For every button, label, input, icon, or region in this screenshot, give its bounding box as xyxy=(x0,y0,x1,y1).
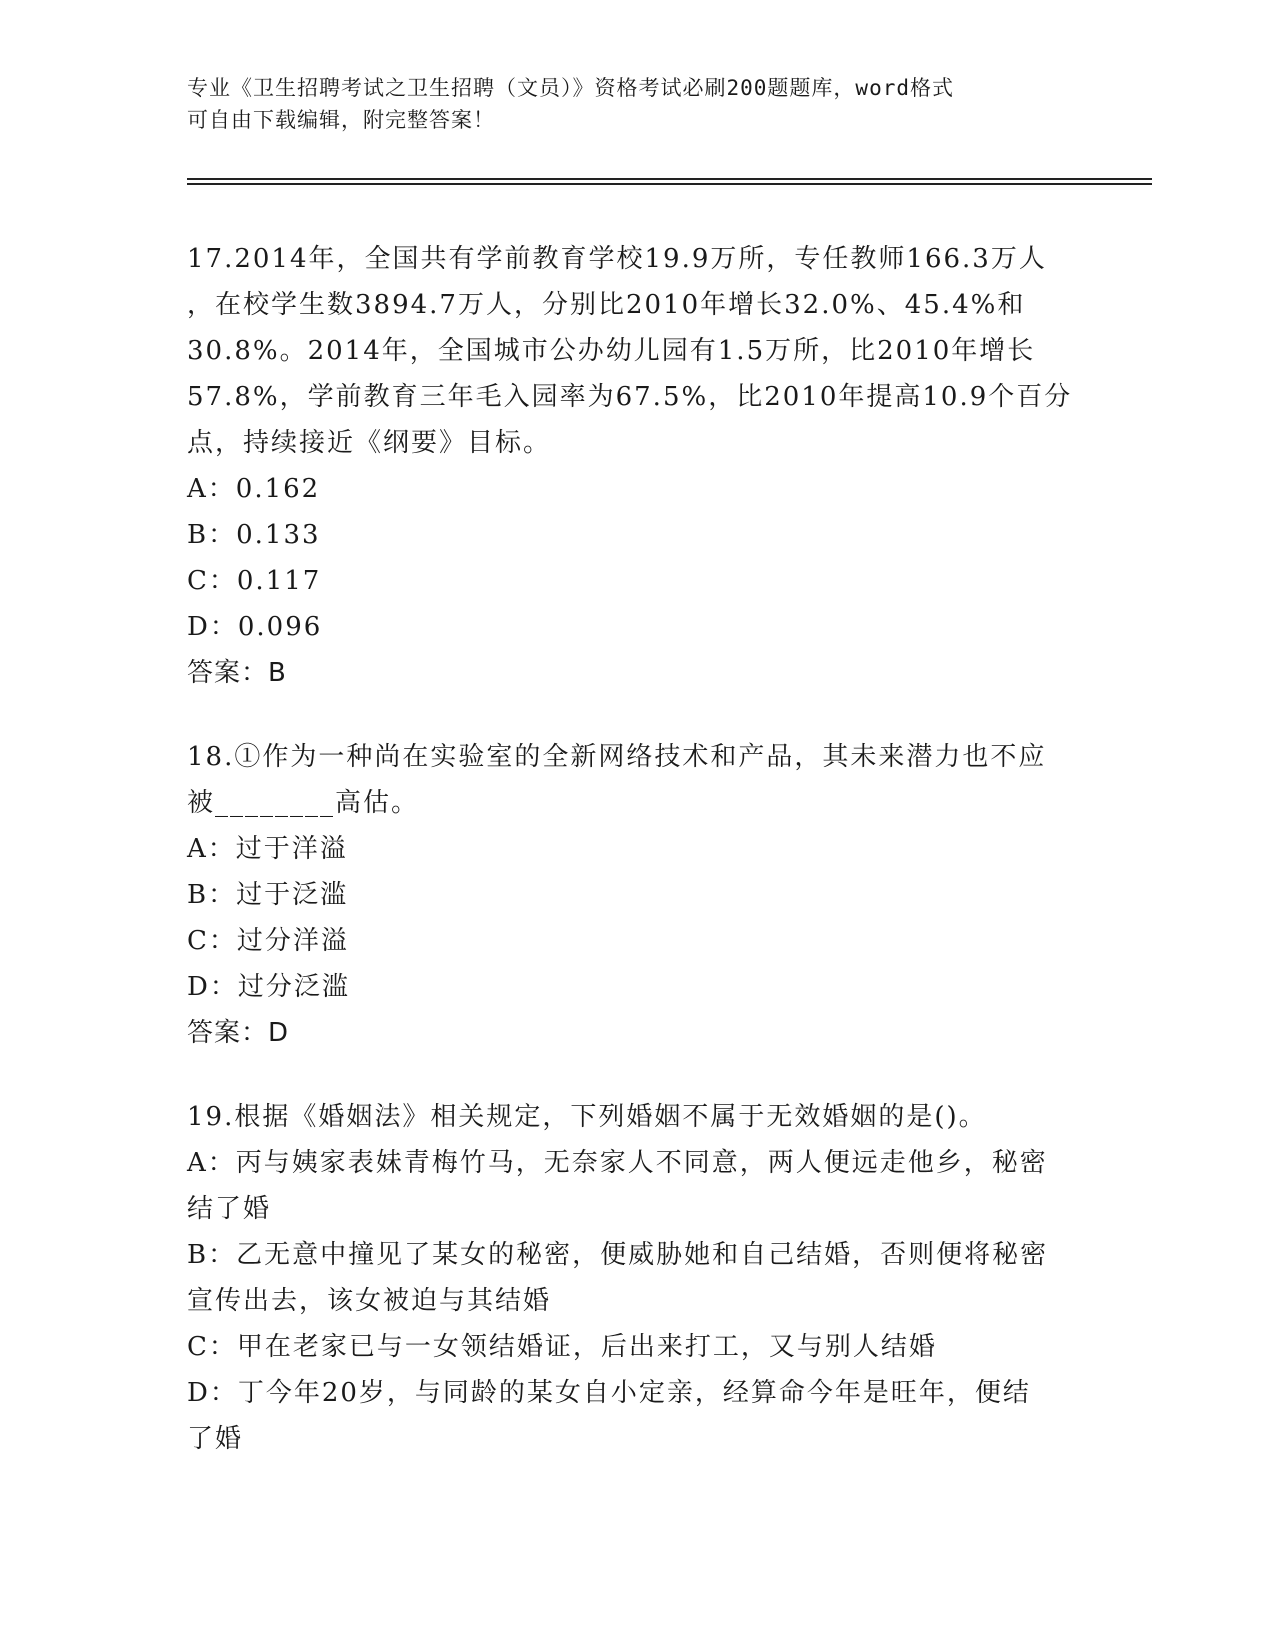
document-header xyxy=(187,72,1067,136)
option-b: B：乙无意中撞见了某女的秘密，便威胁她和自己结婚，否则便将秘密 xyxy=(187,1240,1049,1270)
question-text: 17.2014年，全国共有学前教育学校19.9万所，专任教师166.3万人 xyxy=(187,244,1047,274)
option-d: D：丁今年20岁，与同龄的某女自小定亲，经算命今年是旺年，便结 xyxy=(187,1378,1031,1408)
question-17 xyxy=(187,236,1087,696)
question-19 xyxy=(187,1094,1087,1462)
question-text: 被________高估。 xyxy=(187,788,420,818)
answer-label: 答案：D xyxy=(187,1018,290,1048)
question-text: 点，持续接近《纲要》目标。 xyxy=(187,428,552,458)
option-a: A：过于洋溢 xyxy=(187,834,348,864)
option-a: A：丙与姨家表妹青梅竹马，无奈家人不同意，两人便远走他乡，秘密 xyxy=(187,1148,1048,1178)
answer-label: 答案：B xyxy=(187,658,287,688)
header-line: 可自由下载编辑，附完整答案！ xyxy=(187,108,495,132)
question-text: 57.8%，学前教育三年毛入园率为67.5%，比2010年提高10.9个百分 xyxy=(187,382,1073,412)
question-text: ，在校学生数3894.7万人，分别比2010年增长32.0%、45.4%和 xyxy=(187,290,1026,320)
question-spacer xyxy=(187,696,1087,734)
option-d: D：过分泛滥 xyxy=(187,972,350,1002)
option-c: C：0.117 xyxy=(187,566,322,596)
question-18 xyxy=(187,734,1087,1056)
option-c: C：过分洋溢 xyxy=(187,926,349,956)
option-b: B：过于泛滥 xyxy=(187,880,349,910)
question-text: 18.①作为一种尚在实验室的全新网络技术和产品，其未来潜力也不应 xyxy=(187,742,1047,772)
header-divider xyxy=(187,183,1152,185)
option-a-continued: 结了婚 xyxy=(187,1194,272,1224)
header-line: 专业《卫生招聘考试之卫生招聘（文员）》资格考试必刷200题题库，word格式 xyxy=(187,76,954,100)
question-text: 19.根据《婚姻法》相关规定，下列婚姻不属于无效婚姻的是()。 xyxy=(187,1102,987,1132)
question-text: 30.8%。2014年，全国城市公办幼儿园有1.5万所，比2010年增长 xyxy=(187,336,1036,366)
option-b: B：0.133 xyxy=(187,520,321,550)
option-d: D：0.096 xyxy=(187,612,323,642)
option-d-continued: 了婚 xyxy=(187,1424,244,1454)
option-a: A：0.162 xyxy=(187,474,321,504)
question-spacer xyxy=(187,1056,1087,1094)
option-b-continued: 宣传出去，该女被迫与其结婚 xyxy=(187,1286,552,1316)
option-c: C：甲在老家已与一女领结婚证，后出来打工，又与别人结婚 xyxy=(187,1332,937,1362)
question-list xyxy=(187,236,1087,1462)
header-divider xyxy=(187,178,1152,180)
